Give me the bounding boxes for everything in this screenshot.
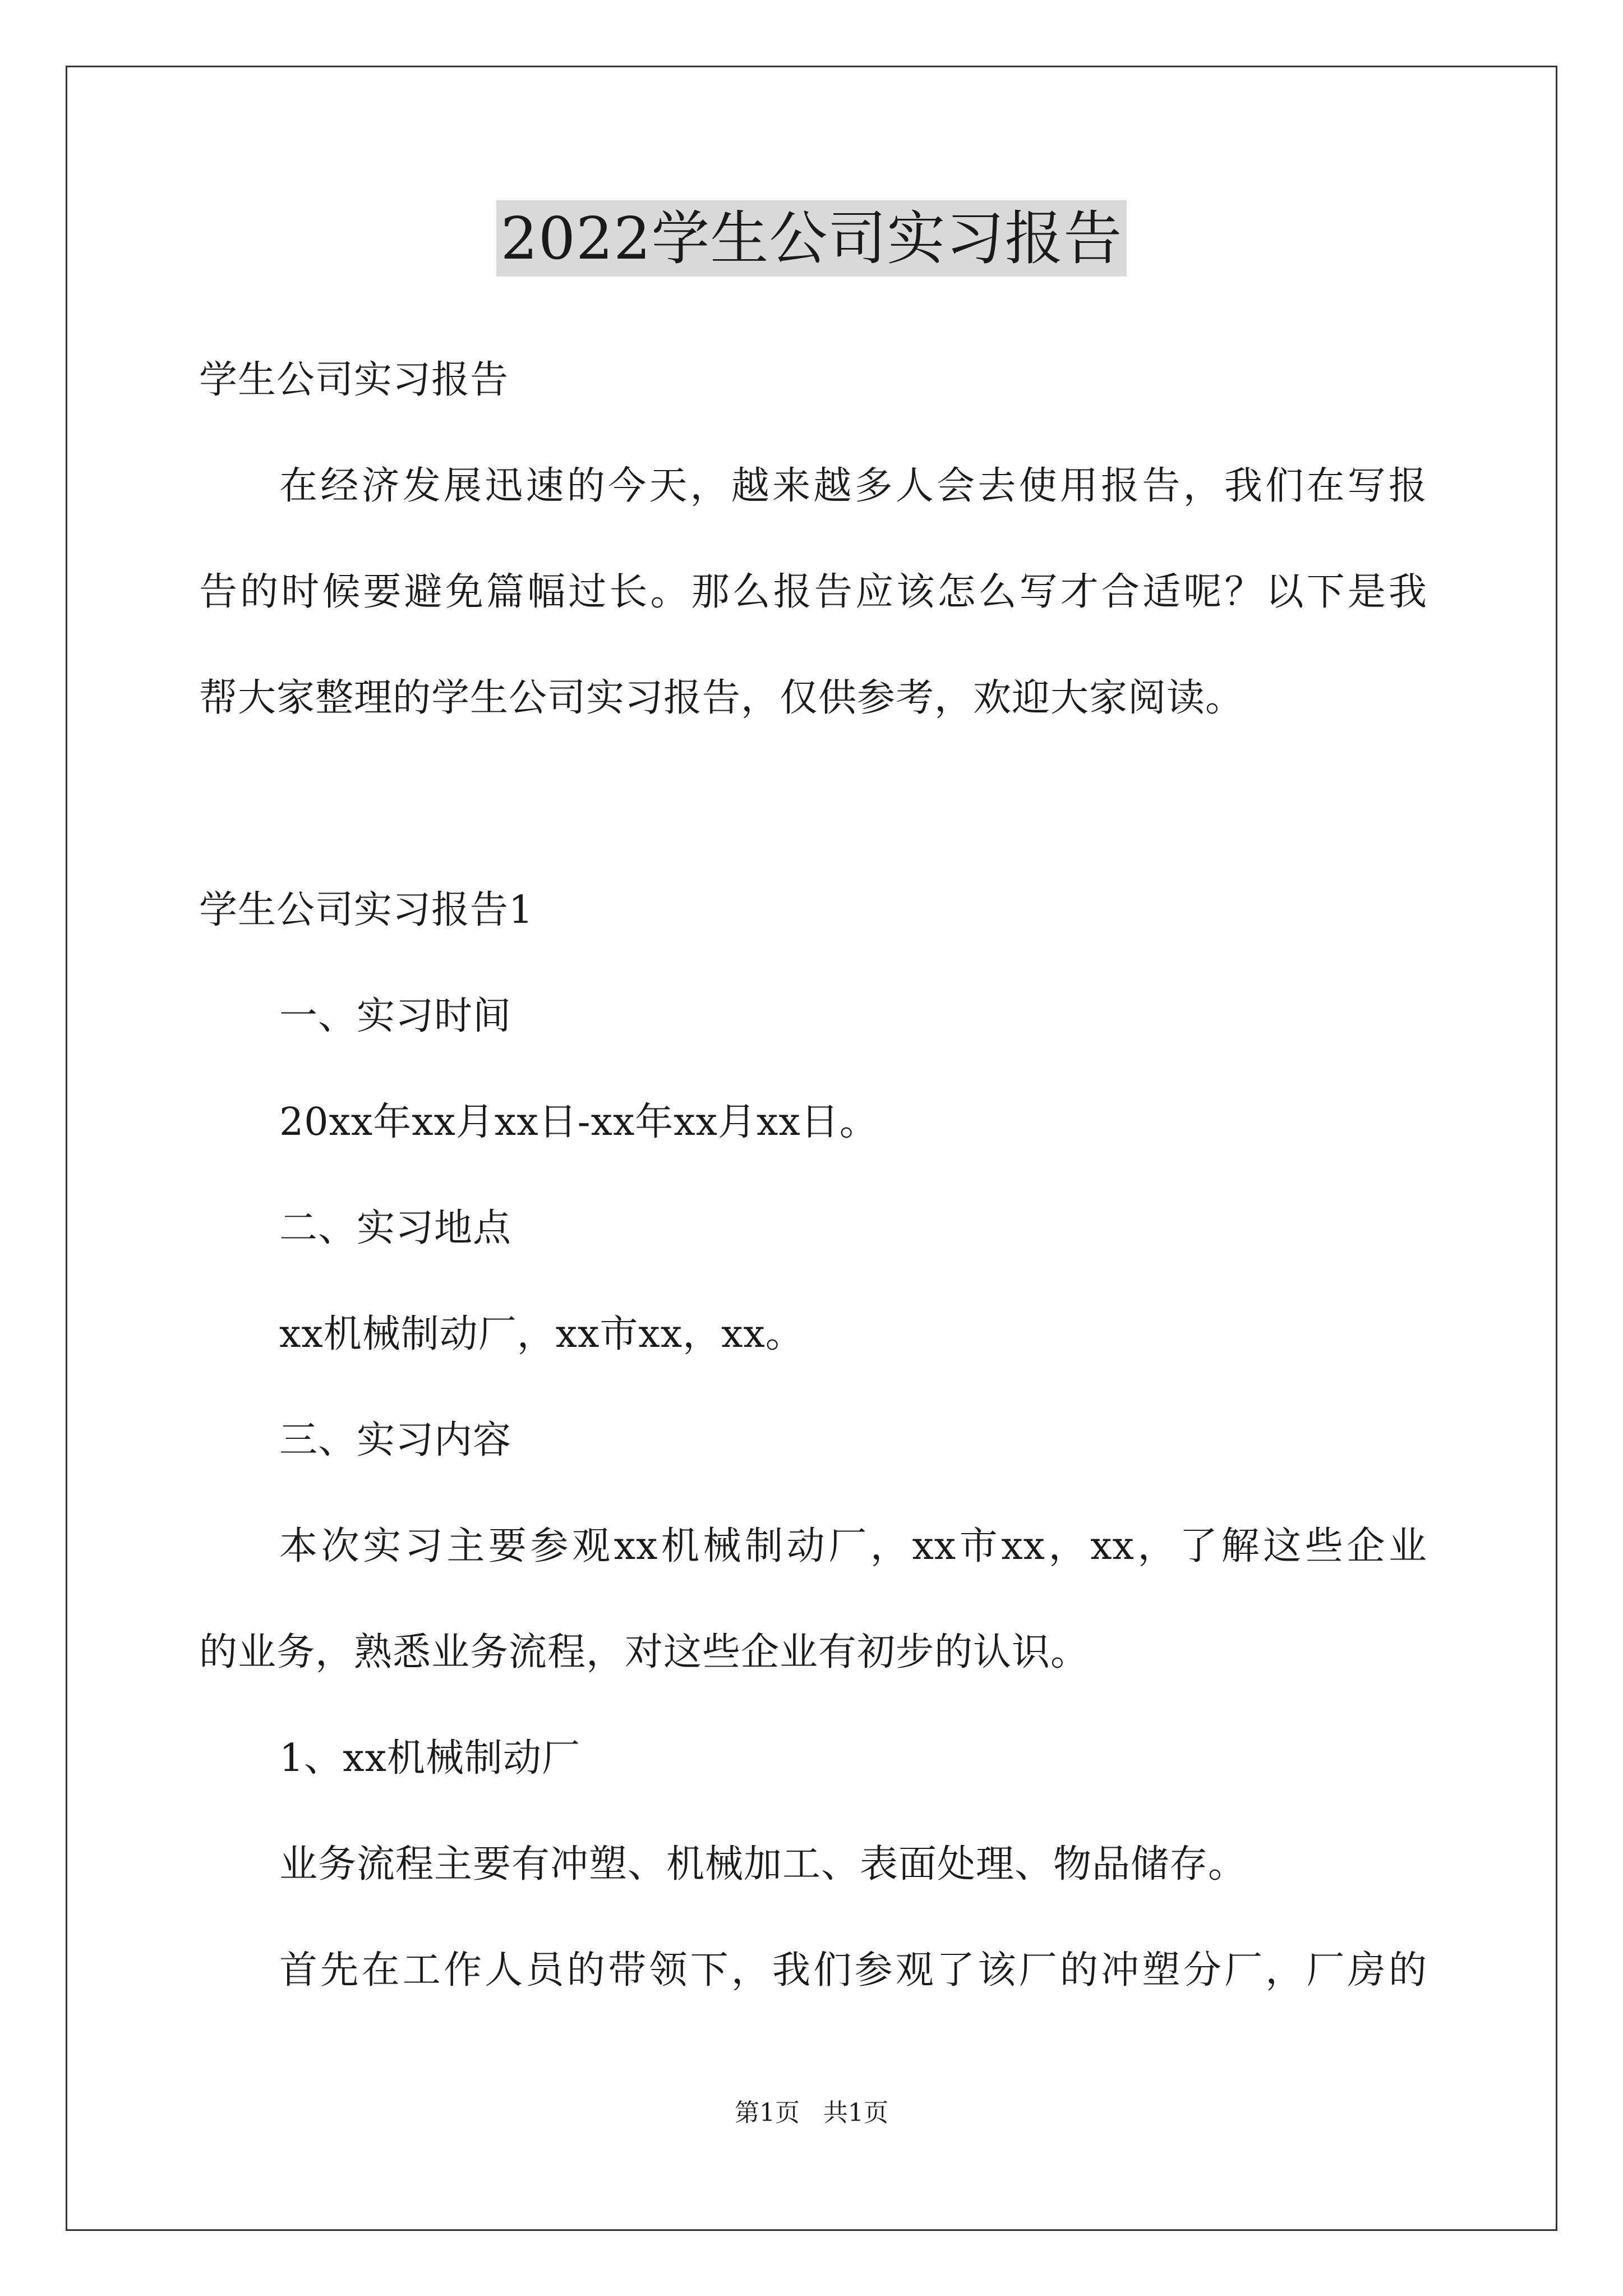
page-number-total: 共1页 xyxy=(823,2099,888,2127)
page-footer xyxy=(0,2096,1623,2130)
page-number-current: 第1页 xyxy=(735,2099,800,2127)
factory-item-heading: 1、xx机械制动厂 xyxy=(279,1736,580,1780)
report-heading: 学生公司实习报告 xyxy=(199,358,509,402)
document-title: 2022学生公司实习报告 xyxy=(496,200,1127,277)
internship-place: xx机械制动厂，xx市xx，xx。 xyxy=(279,1312,804,1356)
business-process: 业务流程主要有冲塑、机械加工、表面处理、物品储存。 xyxy=(279,1842,1247,1887)
content-paragraph-line: 本次实习主要参观xx机械制动厂，xx市xx，xx，了解这些企业 xyxy=(279,1524,1427,1568)
intro-paragraph-line: 在经济发展迅速的今天，越来越多人会去使用报告，我们在写报 xyxy=(279,464,1427,508)
title-container xyxy=(0,200,1623,277)
section-heading-content: 三、实习内容 xyxy=(279,1418,512,1462)
content-paragraph-line: 的业务，熟悉业务流程，对这些企业有初步的认识。 xyxy=(199,1630,1090,1674)
visit-paragraph-line: 首先在工作人员的带领下，我们参观了该厂的冲塑分厂，厂房的 xyxy=(279,1948,1427,1993)
section-heading-time: 一、实习时间 xyxy=(279,994,512,1038)
intro-paragraph-line: 告的时候要避免篇幅过长。那么报告应该怎么写才合适呢？以下是我 xyxy=(199,570,1427,614)
internship-time: 20xx年xx月xx日-xx年xx月xx日。 xyxy=(279,1100,878,1144)
section-heading-place: 二、实习地点 xyxy=(279,1206,512,1250)
report-1-heading: 学生公司实习报告1 xyxy=(199,888,534,932)
intro-paragraph-line: 帮大家整理的学生公司实习报告，仅供参考，欢迎大家阅读。 xyxy=(199,676,1244,720)
